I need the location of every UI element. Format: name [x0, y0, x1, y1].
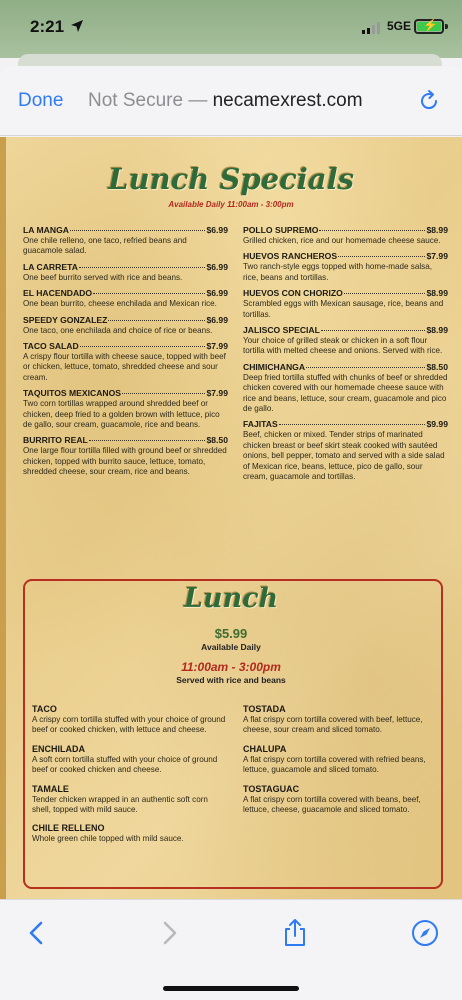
item-price: $6.99: [206, 314, 228, 325]
lunch-item: [32, 703, 227, 736]
lunch-left-column: [32, 703, 227, 852]
menu-item: [243, 251, 448, 283]
menu-item: [23, 341, 228, 383]
menu-item: [23, 388, 228, 430]
item-name: SPEEDY GONZALEZ: [23, 314, 108, 325]
lunch-price: $5.99: [214, 626, 248, 641]
item-name: HUEVOS RANCHEROS: [243, 251, 338, 262]
specials-left-column: [23, 225, 228, 483]
item-name: TAQUITOS MEXICANOS: [23, 388, 122, 399]
item-desc: A flat crispy corn tortilla covered with refried beans, lettuce, guacamole and sliced tomato.: [243, 754, 426, 775]
menu-item: [243, 419, 448, 482]
signal-icon: [362, 22, 382, 34]
item-name: TOSTADA: [243, 704, 286, 714]
lunch-item: [32, 743, 227, 776]
lunch-specials-subtitle: Available Daily 11:00am - 3:00pm: [168, 200, 294, 209]
menu-edge: [0, 137, 6, 899]
browser-toolbar: [0, 899, 462, 1000]
item-name: JALISCO SPECIAL: [243, 325, 320, 336]
lunch-specials-title: Lunch Specials: [108, 162, 354, 196]
lunch-item: [32, 783, 227, 816]
item-price: $8.99: [426, 225, 448, 235]
chevron-left-icon[interactable]: [22, 918, 52, 948]
menu-item: [23, 225, 228, 257]
item-desc: Deep fried tortilla stuffed with chunks of beef or shredded chicken covered with our homemade cheese sauce with rice and beans, lettuce, sour cream, guacamole and pico de gallo.: [243, 372, 448, 414]
item-desc: Two ranch-style eggs topped with home-made salsa, rice, beans and tortillas.: [243, 262, 432, 282]
item-desc: A crispy corn tortilla stuffed with your choice of ground beef or cooked chicken, with lettuce and cheese.: [32, 715, 226, 735]
charging-bolt-icon: ⚡: [423, 18, 438, 32]
item-desc: Grilled chicken, rice and our homemade cheese sauce.: [243, 236, 441, 245]
item-price: $7.99: [206, 341, 228, 352]
item-desc: One bean burrito, cheese enchilada and Mexican rice.: [23, 299, 217, 309]
item-name: BURRITO REAL: [23, 435, 88, 446]
lunch-item: [243, 703, 438, 736]
status-time: 2:21: [30, 17, 65, 36]
item-desc: One taco, one enchilada and choice of rice or beans.: [23, 325, 213, 335]
item-desc: Whole green chile topped with mild sauce.: [32, 834, 184, 844]
item-desc: One beef burrito served with rice and beans.: [23, 272, 183, 282]
menu-item: [243, 288, 448, 320]
menu-item: [23, 435, 228, 477]
chevron-right-icon[interactable]: [154, 918, 184, 948]
item-name: POLLO SUPREMO: [243, 225, 319, 235]
item-price: $8.50: [206, 435, 228, 446]
item-name: LA MANGA: [23, 225, 69, 235]
menu-image: [0, 137, 462, 899]
battery-nub: [445, 24, 448, 29]
menu-item: [243, 362, 448, 415]
share-icon[interactable]: [280, 918, 310, 948]
battery-icon: [414, 19, 444, 34]
compass-icon[interactable]: [410, 918, 440, 948]
item-name: ENCHILADA: [32, 743, 85, 754]
item-name: TOSTAGUAC: [243, 783, 300, 794]
item-price: $7.99: [206, 388, 228, 399]
lunch-title: Lunch: [183, 583, 279, 614]
reload-icon[interactable]: [416, 88, 442, 114]
domain-label: necamexrest.com: [212, 90, 363, 111]
done-button[interactable]: Done: [18, 90, 64, 111]
item-name: CHALUPA: [243, 743, 287, 754]
item-desc: Tender chicken wrapped in an authentic soft corn shell, topped with mild sauce.: [32, 794, 208, 815]
item-desc: A flat crispy corn tortilla covered with beans, beef, lettuce, cheese, guacamole and sliced tomato.: [243, 794, 421, 815]
item-desc: Scrambled eggs with Mexican sausage, rice, beans and tortillas.: [243, 299, 444, 319]
item-desc: Your choice of grilled steak or chicken in a soft flour tortilla with melted cheese and onions. Served with rice.: [243, 336, 443, 356]
item-desc: One chile relleno, one taco, refried beans and guacamole salad.: [23, 236, 187, 256]
menu-item: [243, 325, 448, 357]
menu-item: [23, 262, 228, 283]
address-bar[interactable]: [88, 90, 406, 112]
item-name: CHILE RELLENO: [32, 823, 105, 834]
status-bar: [0, 0, 462, 58]
item-name: EL HACENDADO: [23, 288, 93, 299]
item-price: $8.50: [426, 361, 448, 372]
location-arrow-icon: [70, 19, 84, 33]
lunch-right-column: [243, 703, 438, 822]
item-price: $8.99: [426, 288, 448, 299]
lunch-item: [243, 743, 438, 776]
item-desc: Beef, chicken or mixed. Tender strips of marinated chicken breast or beef skirt steak cooked with sautéed onions, bell pepper, tomato and served with a side salad of Mexican rice, beans, lettuce, pico de gallo, sour cream, guacamole and tortillas.: [243, 430, 445, 482]
item-name: TACO SALAD: [23, 341, 79, 352]
network-type: 5GE: [387, 19, 412, 33]
item-desc: A flat crispy corn tortilla covered with beef, lettuce, cheese, sour cream and sliced tomato.: [243, 715, 423, 735]
menu-item: [23, 315, 228, 336]
item-desc: Two corn tortillas wrapped around shredded beef or chicken, deep fried to a golden brown with lettuce, pico de gallo, sour cream, guacamole, rice and beans.: [23, 399, 220, 430]
lunch-availability: Available Daily: [201, 642, 261, 652]
item-desc: A soft corn tortilla stuffed with your choice of ground beef or cooked chicken and cheese.: [32, 754, 218, 775]
lunch-item: [32, 822, 227, 844]
home-indicator[interactable]: [163, 986, 299, 991]
menu-item: [23, 288, 228, 309]
item-price: $6.99: [206, 261, 228, 272]
item-name: HUEVOS CON CHORIZO: [243, 288, 343, 299]
item-name: TAMALE: [32, 783, 69, 794]
menu-item: [243, 225, 448, 246]
item-price: $6.99: [206, 225, 228, 235]
security-label: Not Secure —: [88, 90, 208, 111]
lunch-served-with: Served with rice and beans: [176, 675, 286, 685]
lunch-hours: 11:00am - 3:00pm: [181, 660, 281, 674]
item-name: CHIMICHANGA: [243, 361, 306, 372]
item-name: FAJITAS: [243, 419, 278, 430]
specials-right-column: [243, 225, 448, 488]
browser-header: [0, 66, 462, 136]
lunch-item: [243, 783, 438, 816]
item-name: LA CARRETA: [23, 261, 78, 272]
item-price: $6.99: [206, 288, 228, 299]
item-name: TACO: [32, 704, 57, 714]
item-price: $7.99: [426, 251, 448, 262]
item-price: $9.99: [426, 419, 448, 430]
item-price: $8.99: [426, 325, 448, 336]
item-desc: One large flour tortilla filled with ground beef or shredded chicken, topped with burrito sauce, lettuce, tomato, shredded cheese, sour cream, rice and beans.: [23, 446, 227, 477]
item-desc: A crispy flour tortilla with cheese sauce, topped with beef or chicken, lettuce, tomato, shredded cheese and sour cream.: [23, 352, 226, 382]
